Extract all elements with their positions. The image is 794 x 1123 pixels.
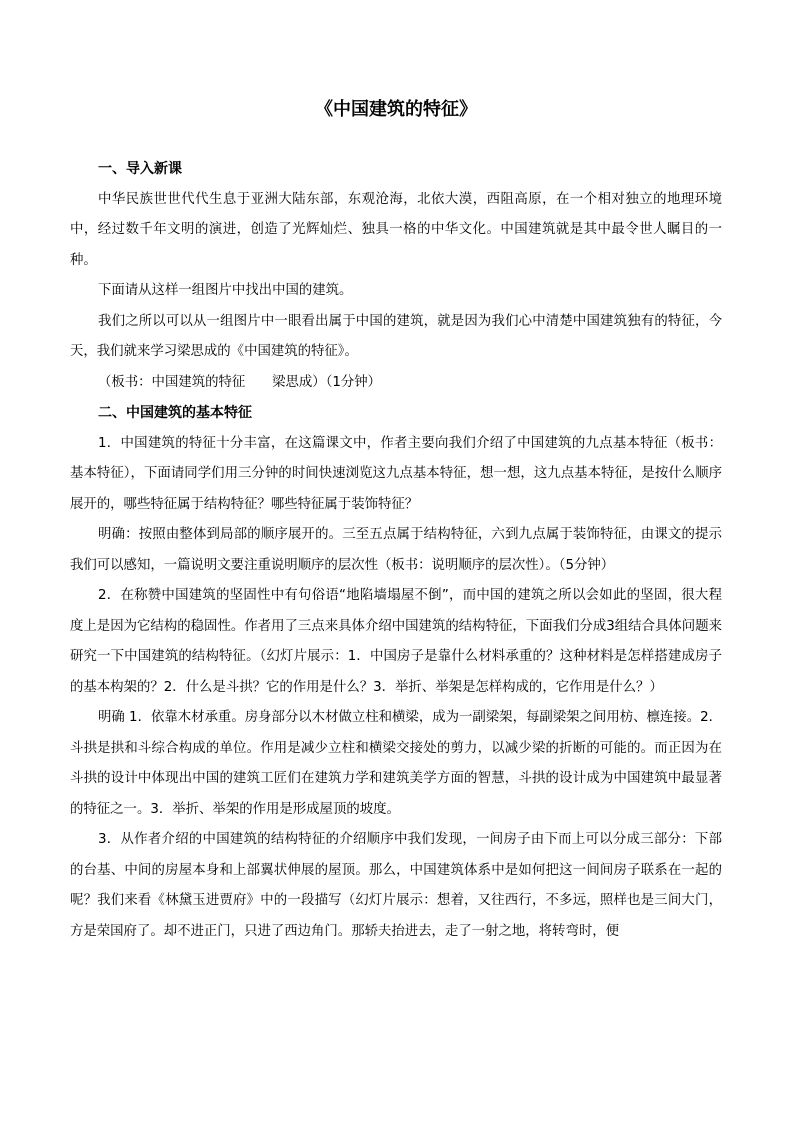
paragraph: 1．中国建筑的特征十分丰富，在这篇课文中，作者主要向我们介绍了中国建筑的九点基本特征（板书：基本特征），下面请同学们用三分钟的时间快速浏览这九点基本特征，想一想，这九点基本特征，是按什么顺序展开的，哪些特征属于结构特征？哪些特征属于装饰特征？ (70, 435, 722, 512)
paragraph: 我们之所以可以从一组图片中一眼看出属于中国的建筑，就是因为我们心中清楚中国建筑独有的特征，今天，我们就来学习梁思成的《中国建筑的特征》。 (70, 313, 722, 359)
paragraph: 明确 1．依靠木材承重。房身部分以木材做立柱和横梁，成为一副梁架，每副梁架之间用枋、檩连接。2．斗拱是拱和斗综合构成的单位。作用是减少立柱和横梁交接处的剪力，以减少梁的折断的可能的。而正因为在斗拱的设计中体现出中国的建筑工匠们在建筑力学和建筑美学方面的智慧，斗拱的设计成为中国建筑中最显著的特征之一。3．举折、举架的作用是形成屋顶的坡度。 (70, 710, 722, 817)
paragraph-board-note: （板书：中国建筑的特征 梁思成）（1分钟） (98, 374, 382, 390)
section-heading-intro: 一、导入新课 (98, 161, 182, 177)
paragraph: 3．从作者介绍的中国建筑的结构特征的介绍顺序中我们发现，一间房子由下而上可以分成三部分：下部的台基、中间的房屋本身和上部翼状伸展的屋顶。那么，中国建筑体系中是如何把这一间间房子联系在一起的呢？我们来看《林黛玉进贾府》中的一段描写（幻灯片展示：想着，又往西行，不多远，照样也是三间大门，方是荣国府了。却不进正门，只进了西边角门。那轿夫抬进去，走了一射之地，将转弯时，便 (70, 832, 722, 939)
section-basic-features (70, 398, 722, 947)
paragraph: 2．在称赞中国建筑的坚固性中有句俗语“地陷墙塌屋不倒”，而中国的建筑之所以会如此的坚固，很大程度上是因为它结构的稳固性。作者用了三点来具体介绍中国建筑的结构特征，下面我们分成3组结合具体问题来研究一下中国建筑的结构特征。（幻灯片展示：1．中国房子是靠什么材料承重的？这种材料是怎样搭建成房子的基本构架的？2．什么是斗拱？它的作用是什么？3．举折、举架是怎样构成的，它作用是什么？） (70, 588, 722, 695)
document-title: 《中国建筑的特征》 (315, 99, 477, 120)
paragraph: 下面请从这样一组图片中找出中国的建筑。 (98, 283, 353, 298)
section-heading-basic-features: 二、中国建筑的基本特征 (98, 405, 252, 421)
section-intro (70, 154, 722, 398)
paragraph: 中华民族世世代代生息于亚洲大陆东部，东观沧海，北依大漠，西阻高原，在一个相对独立的地理环境中，经过数千年文明的演进，创造了光辉灿烂、独具一格的中华文化。中国建筑就是其中最令世人瞩目的一种。 (70, 191, 722, 268)
document-page (70, 96, 722, 947)
paragraph: 明确：按照由整体到局部的顺序展开的。三至五点属于结构特征，六到九点属于装饰特征，由课文的提示我们可以感知，一篇说明文要注重说明顺序的层次性（板书：说明顺序的层次性）。（5分钟） (70, 527, 722, 573)
